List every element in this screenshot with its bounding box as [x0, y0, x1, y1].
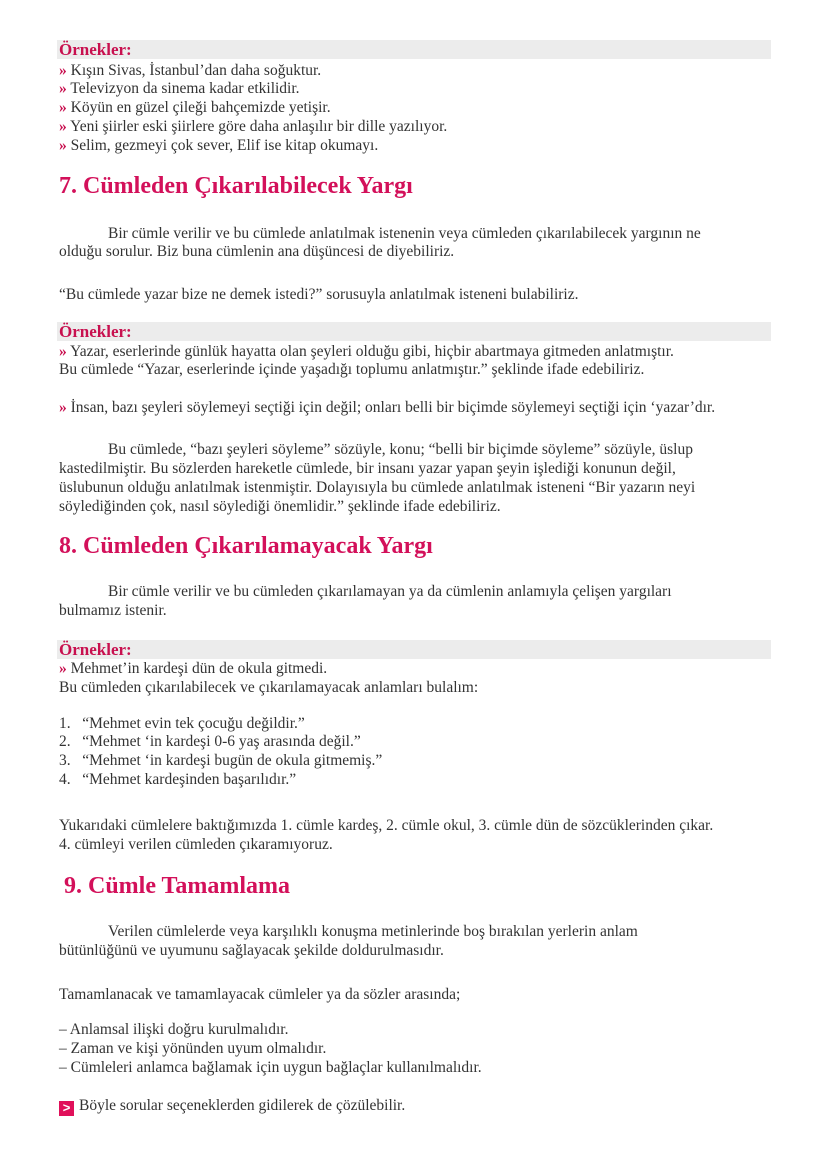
list-item: 1. “Mehmet evin tek çocuğu değildir.”: [59, 715, 305, 732]
paragraph-line: Bir cümle verilir ve bu cümleden çıkarılamayan ya da cümlenin anlamıyla çelişen yargıları: [108, 583, 672, 600]
paragraph-line: Bir cümle verilir ve bu cümlede anlatılmak istenenin veya cümleden çıkarılabilecek yargının ne: [108, 225, 701, 242]
dash-item: – Cümleleri anlamca bağlamak için uygun bağlaçlar kullanılmalıdır.: [59, 1059, 482, 1076]
paragraph-line: söylediğinden çok, nasıl söylediği önemlidir.” şeklinde ifade edebiliriz.: [59, 498, 501, 515]
examples-header-bar: [57, 40, 771, 59]
paragraph-line: Yukarıdaki cümlelere baktığımızda 1. cümle kardeş, 2. cümle okul, 3. cümle dün de sözcüklerinden çıkar.: [59, 817, 714, 834]
example-item: » Televizyon da sinema kadar etkilidir.: [59, 80, 300, 97]
examples-label: Örnekler:: [59, 40, 132, 59]
section-9-heading: 9. Cümle Tamamlama: [64, 873, 291, 899]
examples-header-bar: [57, 322, 771, 341]
section-7-heading: 7. Cümleden Çıkarılabilecek Yargı: [59, 173, 413, 199]
examples-label: Örnekler:: [59, 640, 132, 659]
paragraph-line: Bu cümleden çıkarılabilecek ve çıkarılamayacak anlamları bulalım:: [59, 679, 479, 696]
example-item: » Mehmet’in kardeşi dün de okula gitmedi.: [59, 660, 328, 677]
paragraph-line: kastedilmiştir. Bu sözlerden hareketle cümlede, bir insanı yazar yapan şeyin işlediği konunun değil,: [59, 460, 676, 477]
dash-item: – Zaman ve kişi yönünden uyum olmalıdır.: [59, 1040, 327, 1057]
paragraph-line: 4. cümleyi verilen cümleden çıkaramıyoruz.: [59, 836, 333, 853]
examples-header-bar: [57, 640, 771, 659]
paragraph-line: Bu cümlede “Yazar, eserlerinde içinde yaşadığı toplumu anlatmıştır.” şeklinde ifade edebiliriz.: [59, 361, 645, 378]
paragraph-line: Tamamlanacak ve tamamlayacak cümleler ya da sözler arasında;: [59, 986, 461, 1003]
paragraph-line: üslubunun olduğu anlatılmak istenmiştir. Dolayısıyla bu cümlede anlatılmak isteneni “Bir yazarın neyi: [59, 479, 696, 496]
list-item: 2. “Mehmet ‘in kardeşi 0-6 yaş arasında değil.”: [59, 733, 361, 750]
dash-item: – Anlamsal ilişki doğru kurulmalıdır.: [59, 1021, 289, 1038]
paragraph-line: “Bu cümlede yazar bize ne demek istedi?” sorusuyla anlatılmak isteneni bulabiliriz.: [59, 286, 579, 303]
example-item: » Kışın Sivas, İstanbul’dan daha soğuktur.: [59, 62, 322, 79]
list-item: 3. “Mehmet ‘in kardeşi bugün de okula gitmemiş.”: [59, 752, 383, 769]
paragraph-line: bulmamız istenir.: [59, 602, 167, 619]
paragraph-line: bütünlüğünü ve uyumunu sağlayacak şekilde doldurulmasıdır.: [59, 942, 444, 959]
examples-label: Örnekler:: [59, 322, 132, 341]
section-8-heading: 8. Cümleden Çıkarılamayacak Yargı: [59, 533, 433, 559]
example-item: » Yazar, eserlerinde günlük hayatta olan şeyleri olduğu gibi, hiçbir abartmaya gitmeden anlatmıştır.: [59, 343, 674, 360]
tip-line: > Böyle sorular seçeneklerden gidilerek de çözülebilir.: [59, 1097, 405, 1116]
list-item: 4. “Mehmet kardeşinden başarılıdır.”: [59, 771, 297, 788]
arrow-right-icon: >: [59, 1101, 74, 1116]
example-item: » Yeni şiirler eski şiirlere göre daha anlaşılır bir dille yazılıyor.: [59, 118, 448, 135]
example-item: » Selim, gezmeyi çok sever, Elif ise kitap okumayı.: [59, 137, 379, 154]
paragraph-line: Bu cümlede, “bazı şeyleri söyleme” sözüyle, konu; “belli bir biçimde söyleme” sözüyle, üslup: [108, 441, 693, 458]
example-item: » İnsan, bazı şeyleri söylemeyi seçtiği için değil; onları belli bir biçimde söylemeyi seçtiği için ‘yazar’dır.: [59, 399, 716, 416]
example-item: » Köyün en güzel çileği bahçemizde yetişir.: [59, 99, 331, 116]
paragraph-line: olduğu sorulur. Biz buna cümlenin ana düşüncesi de diyebiliriz.: [59, 243, 455, 260]
paragraph-line: Verilen cümlelerde veya karşılıklı konuşma metinlerinde boş bırakılan yerlerin anlam: [108, 923, 638, 940]
